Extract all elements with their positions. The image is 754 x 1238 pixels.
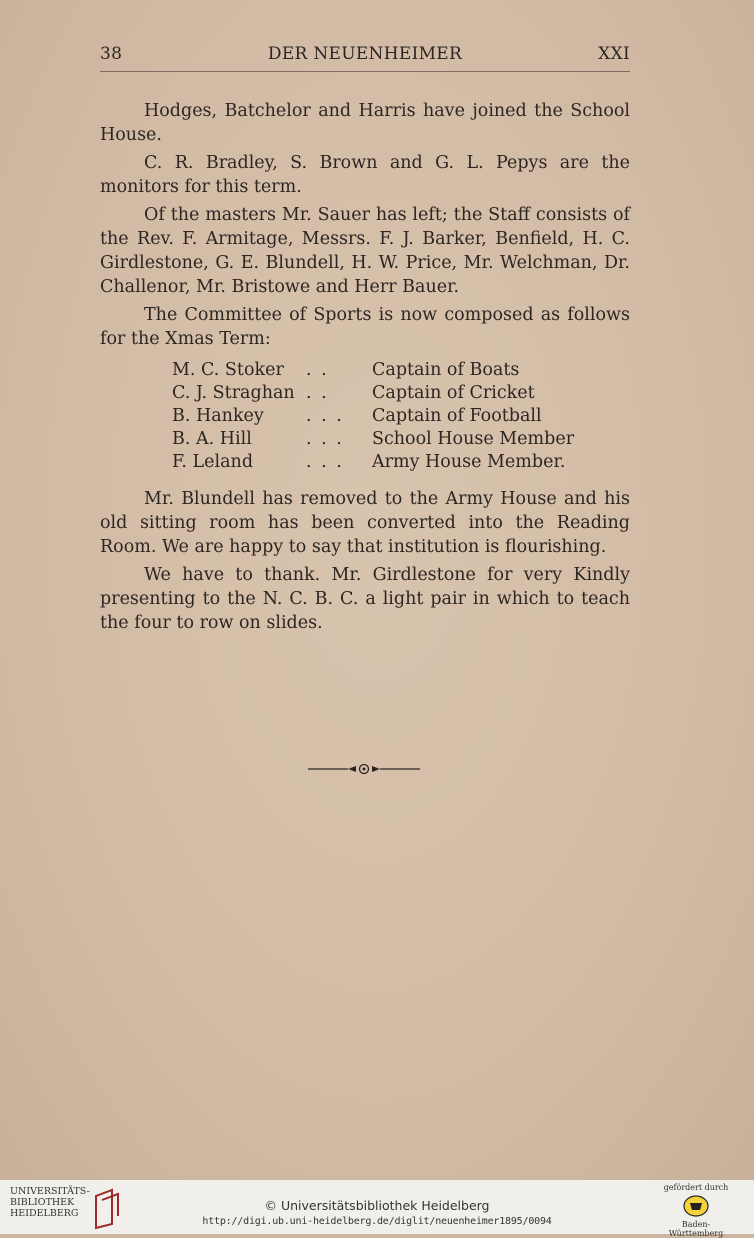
sponsor-block	[656, 1183, 736, 1238]
list-item	[172, 382, 630, 405]
header-rule	[100, 71, 630, 72]
member-name: F. Leland	[172, 452, 254, 472]
journal-title: DER NEUENHEIMER	[267, 44, 463, 64]
article-body	[100, 99, 630, 639]
permalink-url[interactable]: http://digi.ub.uni-heidelberg.de/diglit/neuenheimer1895/0094	[202, 1216, 552, 1227]
member-role: Captain of Football	[372, 406, 542, 426]
section-divider-ornament	[308, 762, 420, 776]
page-number: 38	[100, 44, 123, 64]
list-item	[172, 451, 630, 474]
state-crest-icon	[681, 1194, 711, 1218]
member-role: School House Member	[372, 429, 575, 449]
paragraph: The Committee of Sports is now composed as follows for the Xmas Term:	[100, 305, 630, 349]
leader-dots: . . .	[306, 452, 344, 472]
list-item	[172, 405, 630, 428]
paragraph: Of the masters Mr. Sauer has left; the Staff consists of the Rev. F. Armitage, Messrs. F. J. Barker, Benfield, H. C. Girdlestone, G. E. Blundell, H. W. Price, Mr. Welchman, Dr. Challenor, Mr. Bristowe and Herr Bauer.	[100, 205, 630, 297]
digitization-footer	[0, 1180, 754, 1238]
copyright-notice: © Universitätsbibliothek Heidelberg	[264, 1198, 490, 1213]
sports-committee-list	[172, 359, 630, 474]
list-item	[172, 359, 630, 382]
member-name: B. Hankey	[172, 406, 264, 426]
sponsor-label: gefördert durch	[663, 1183, 729, 1192]
member-name: M. C. Stoker	[172, 360, 284, 380]
member-role: Army House Member.	[372, 452, 566, 472]
leader-dots: . .	[306, 383, 329, 403]
paragraph: We have to thank. Mr. Girdlestone for very Kindly presenting to the N. C. B. C. a light pair in which to teach the four to row on slides.	[100, 565, 630, 633]
library-name: UNIVERSITÄTS- BIBLIOTHEK HEIDELBERG	[10, 1186, 90, 1219]
paragraph: Hodges, Batchelor and Harris have joined the School House.	[100, 101, 630, 145]
list-item	[172, 428, 630, 451]
volume-number: XXI	[598, 44, 630, 64]
leader-dots: . . .	[306, 429, 344, 449]
sponsor-name: Baden-Württemberg	[668, 1220, 724, 1238]
leader-dots: . .	[306, 360, 329, 380]
running-header	[100, 44, 630, 70]
leader-dots: . . .	[306, 406, 344, 426]
member-role: Captain of Boats	[372, 360, 520, 380]
paragraph: C. R. Bradley, S. Brown and G. L. Pepys are the monitors for this term.	[100, 153, 630, 197]
member-role: Captain of Cricket	[372, 383, 535, 403]
paragraph: Mr. Blundell has removed to the Army House and his old sitting room has been converted into the Reading Room. We are happy to say that institution is flourishing.	[100, 489, 630, 557]
member-name: B. A. Hill	[172, 429, 252, 449]
member-name: C. J. Straghan	[172, 383, 295, 403]
